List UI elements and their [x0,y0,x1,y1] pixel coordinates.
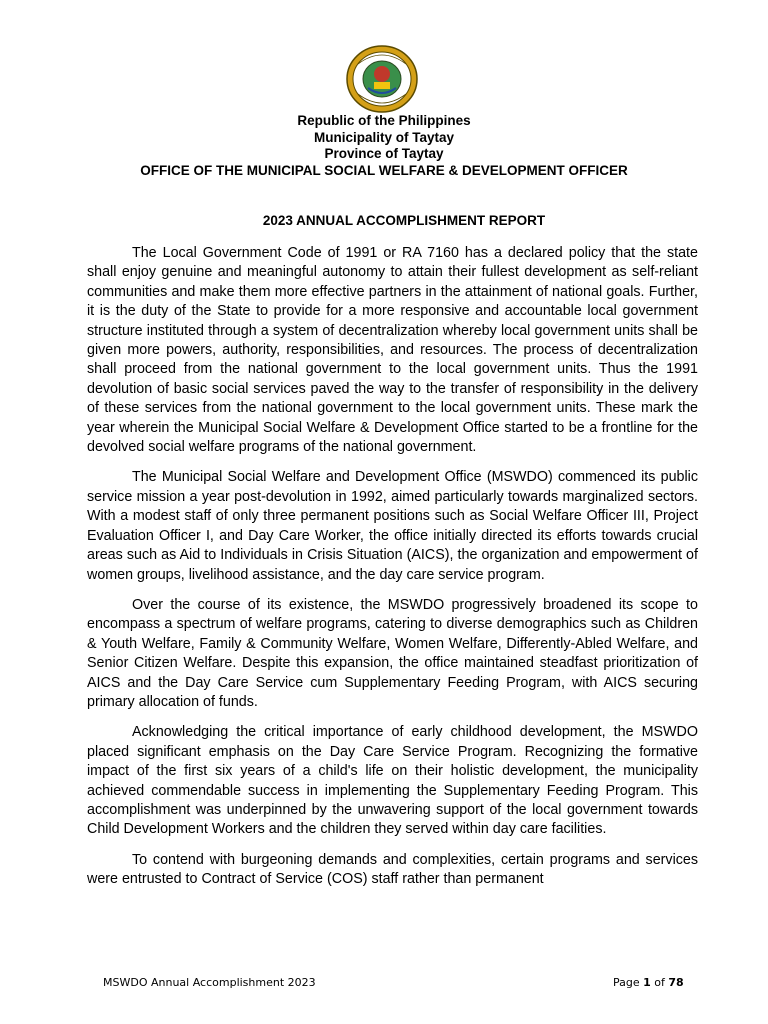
footer-title: MSWDO Annual Accomplishment 2023 [103,976,316,989]
paragraph-4: Acknowledging the critical importance of early childhood development, the MSWDO placed significant emphasis on the Day Care Service Program. Recognizing the formative impact of the first six years of a child's life on their holistic development, the municipality achieved commendable success in implementing the Supplementary Feeding Program. This accomplishment was underpinned by the unwavering support of the local government towards Child Development Workers and the children they served within day care facilities. [87,724,698,838]
document-body [87,244,698,901]
header-municipality: Municipality of Taytay [313,129,455,145]
header-republic: Republic of the Philippines [297,113,471,128]
municipal-seal [344,44,420,114]
paragraph-2: The Municipal Social Welfare and Development Office (MSWDO) commenced its public service mission a year post-devolution in 1992, aimed particularly towards marginalized sectors. With a modest staff of only three permanent positions such as Social Welfare Officer III, Project Evaluation Officer I, and Day Care Worker, the office initially directed its efforts towards crucial areas such as Aid to Individuals in Crisis Situation (AICS), the organization and empowerment of women groups, livelihood assistance, and the day care service program. [87,469,698,583]
header-office: OFFICE OF THE MUNICIPAL SOCIAL WELFARE & DEVELOPMENT OFFICER [140,162,628,178]
footer-page-total: 78 [668,976,684,989]
footer-page-current: 1 [643,976,651,989]
paragraph-1: The Local Government Code of 1991 or RA 7160 has a declared policy that the state shall enjoy genuine and meaningful autonomy to attain their fullest development as self-reliant communities and make them more effective partners in the attainment of national goals. Further, it is the duty of the State to provide for a more responsive and accountable local government structure instituted through a system of decentralization whereby local government units shall be given more powers, authority, responsibilities, and resources. The process of decentralization shall proceed from the national government to the local government units. Thus the 1991 devolution of basic social services paved the way to the transfer of responsibility in the delivery of these services from the national government to the local government units. These mark the year wherein the Municipal Social Welfare & Development Office started to be a frontline for the devolved social welfare programs of the national government. [87,245,698,456]
footer-page-number [613,976,684,989]
paragraph-3: Over the course of its existence, the MSWDO progressively broadened its scope to encompass a spectrum of welfare programs, catering to diverse demographics such as Children & Youth Welfare, Family & Community Welfare, Women Welfare, Differently-Abled Welfare, and Senior Citizen Welfare. Despite this expansion, the office maintained steadfast prioritization of AICS and the Day Care Service cum Supplementary Feeding Program, with AICS securing primary allocation of funds. [87,596,698,710]
paragraph-5: To contend with burgeoning demands and complexities, certain programs and services were entrusted to Contract of Service (COS) staff rather than permanent [87,851,698,888]
header-province: Province of Taytay [324,146,444,161]
footer-page-label: Page [613,976,640,989]
municipal-seal-icon [344,44,420,114]
report-title: 2023 ANNUAL ACCOMPLISHMENT REPORT [262,213,546,228]
footer-page-of: of [654,976,665,989]
document-header [0,113,768,179]
